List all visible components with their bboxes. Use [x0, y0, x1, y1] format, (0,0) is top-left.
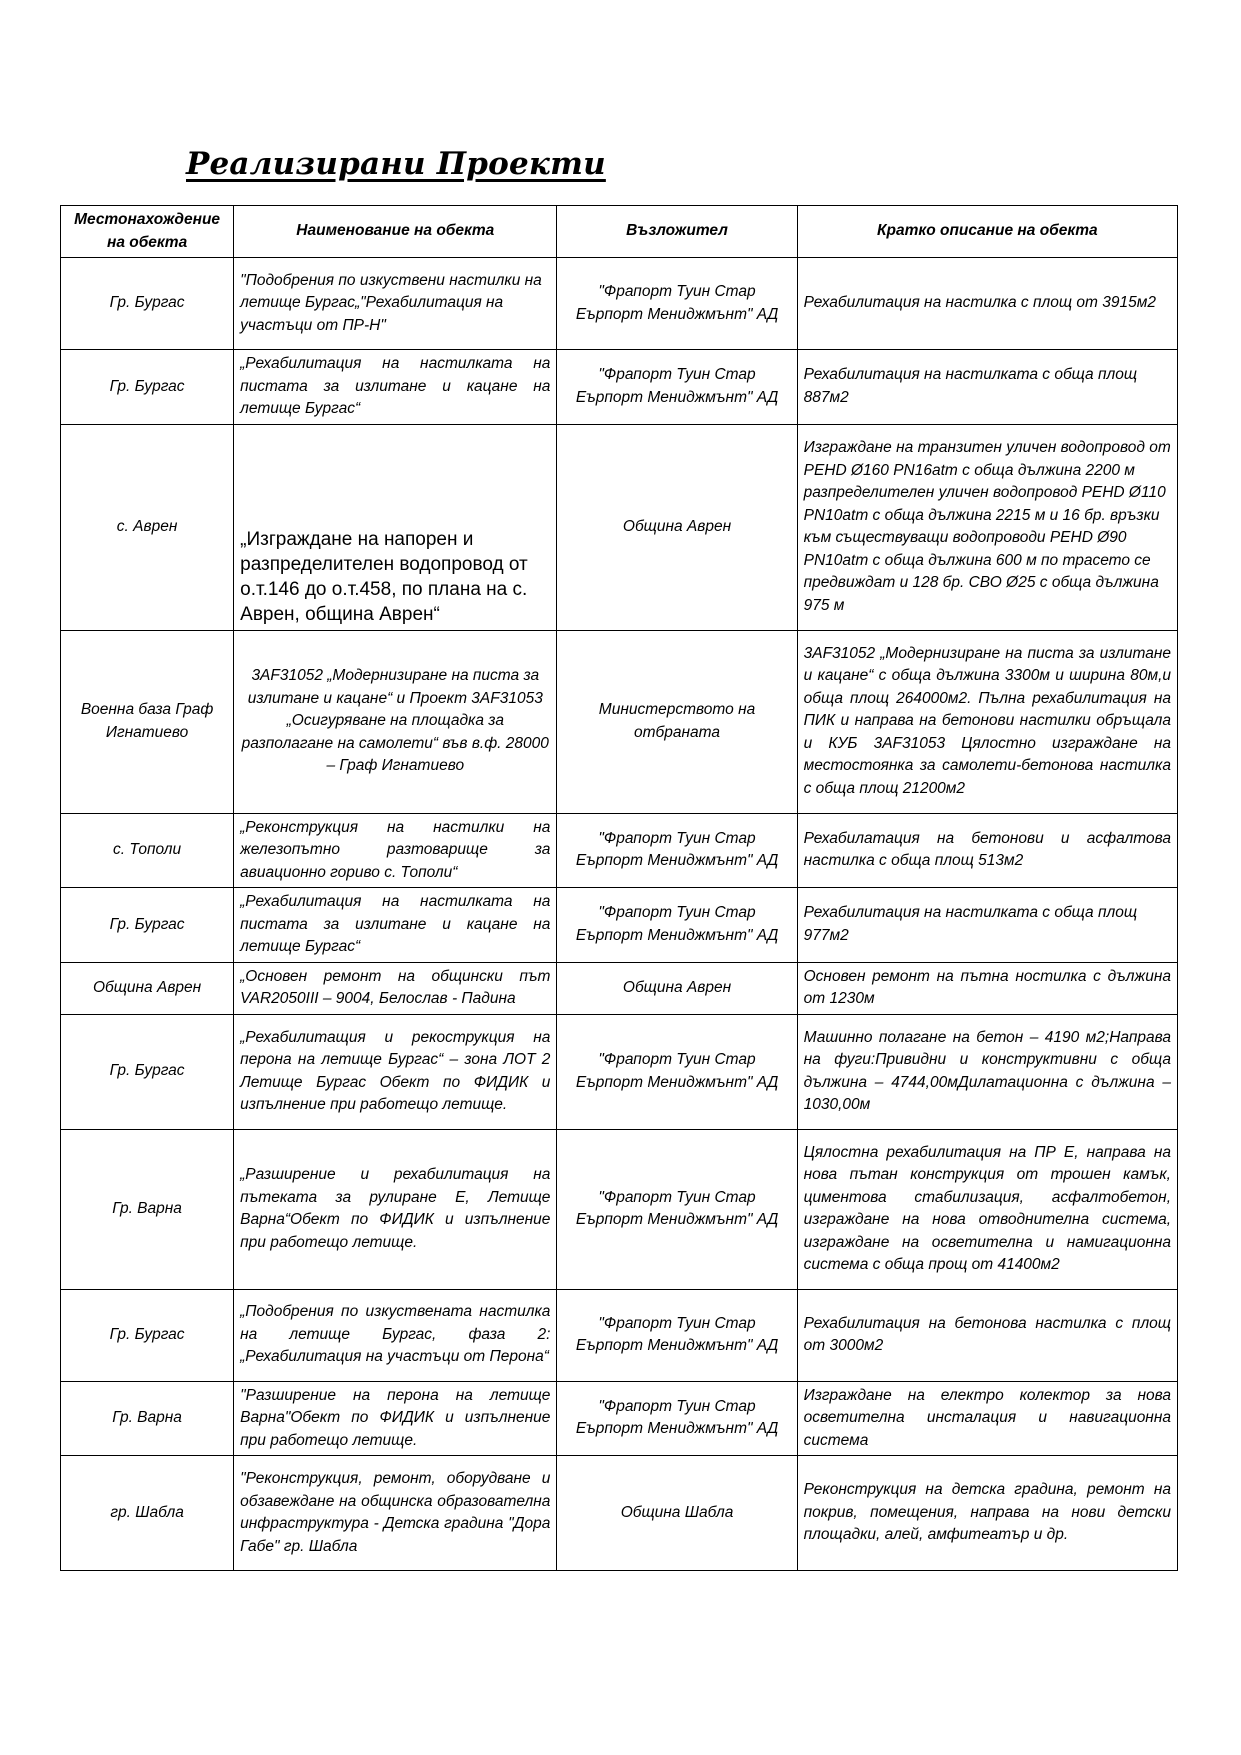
cell-location: Гр. Бургас — [61, 1289, 234, 1381]
table-header-row — [61, 206, 1178, 258]
cell-name: "Разширение на перона на летище Варна"Обект по ФИДИК и изпълнение при работещо летище. — [234, 1381, 557, 1456]
cell-name: "Реконструкция, ремонт, оборудване и обзавеждане на общинска образователна инфраструктура - Детска градина "Дора Габе" гр. Шабла — [234, 1456, 557, 1571]
cell-client: Община Шабла — [557, 1456, 797, 1571]
cell-description: 3AF31052 „Модернизиране на писта за излитане и кацане“ с обща дължина 3300м и ширина 80м,и обща площ 264000м2. Пълна рехабилитация на ПИК и направа на бетонови настилки обръщала и КУБ 3AF31053 Цялостно изграждане на местостоянка за самолети-бетонова настилка с обща площ 21200м2 — [797, 630, 1177, 813]
table-row — [61, 1381, 1178, 1456]
cell-description: Цялостна рехабилитация на ПР Е, направа на нова пътан конструкция от трошен камък, циментова стабилизация, асфалтобетон, изграждане на нова отводнителна система, изграждане на осветителна и намигационна система с обща прощ от 41400м2 — [797, 1129, 1177, 1289]
cell-description: Изграждане на транзитен уличен водопровод от PEHD Ø160 PN16atm с обща дължина 2200 м разпределителен уличен водопровод PEHD Ø110 PN10atm с обща дължина 2215 м и 16 бр. връзки към съществуващи водопроводи PEHD Ø90 PN10atm с обща дължина 600 м по трасето се предвиждат и 128 бр. СВО Ø25 с обща дължина 975 м — [797, 424, 1177, 630]
table-row — [61, 1129, 1178, 1289]
cell-description: Основен ремонт на пътна ностилка с дължина от 1230м — [797, 962, 1177, 1014]
cell-description: Рехабилитация на настилката с обща площ 887м2 — [797, 350, 1177, 425]
table-row — [61, 813, 1178, 888]
cell-description: Реконструкция на детска градина, ремонт на покрив, помещения, направа на нови детски площадки, алей, амфитеатър и др. — [797, 1456, 1177, 1571]
cell-location: с. Тополи — [61, 813, 234, 888]
header-client: Възложител — [557, 206, 797, 258]
header-name: Наименование на обекта — [234, 206, 557, 258]
cell-description: Рехабилитация на бетонова настилка с площ от 3000м2 — [797, 1289, 1177, 1381]
cell-location: Гр. Бургас — [61, 258, 234, 350]
table-row — [61, 1289, 1178, 1381]
cell-client: "Фрапорт Туин Стар Еърпорт Мениджмънт" АД — [557, 1289, 797, 1381]
cell-name: „Рехабилитация на настилката на пистата за излитане и кацане на летище Бургас“ — [234, 350, 557, 425]
cell-name: „Рехабилитащия и рекострукция на перона на летище Бургас“ – зона ЛОТ 2 Летище Бургас Обект по ФИДИК и изпълнение при работещо летище. — [234, 1014, 557, 1129]
table-row — [61, 888, 1178, 963]
cell-name: „Изграждане на напорен и разпределителен водопровод от о.т.146 до о.т.458, по плана на с. Аврен, община Аврен“ — [234, 424, 557, 630]
cell-client: Министерството на отбраната — [557, 630, 797, 813]
cell-description: Рехабилитация на настилка с площ от 3915м2 — [797, 258, 1177, 350]
cell-description: Машинно полагане на бетон – 4190 м2;Направа на фуги:Привидни и конструктивни с обща дължина – 4744,00мДилатационна с дължина – 1030,00м — [797, 1014, 1177, 1129]
cell-location: с. Аврен — [61, 424, 234, 630]
cell-location: гр. Шабла — [61, 1456, 234, 1571]
cell-client: "Фрапорт Туин Стар Еърпорт Мениджмънт" АД — [557, 1129, 797, 1289]
cell-client: Община Аврен — [557, 962, 797, 1014]
cell-location: Община Аврен — [61, 962, 234, 1014]
cell-location: Гр. Бургас — [61, 350, 234, 425]
cell-client: "Фрапорт Туин Стар Еърпорт Мениджмънт" АД — [557, 888, 797, 963]
cell-name: „Реконструкция на настилки на железопътно разтоварище за авиационно гориво с. Тополи“ — [234, 813, 557, 888]
cell-location: Гр. Варна — [61, 1129, 234, 1289]
cell-description: Рехабилатация на бетонови и асфалтова настилка с обща площ 513м2 — [797, 813, 1177, 888]
projects-table — [60, 205, 1178, 1571]
cell-client: "Фрапорт Туин Стар Еърпорт Мениджмънт" АД — [557, 258, 797, 350]
table-row — [61, 1456, 1178, 1571]
cell-client: "Фрапорт Туин Стар Еърпорт Мениджмънт" АД — [557, 1014, 797, 1129]
cell-location: Гр. Бургас — [61, 888, 234, 963]
cell-client: "Фрапорт Туин Стар Еърпорт Мениджмънт" АД — [557, 350, 797, 425]
header-location: Местонахождение на обекта — [61, 206, 234, 258]
cell-description: Изграждане на електро колектор за нова осветителна инсталация и навигационна система — [797, 1381, 1177, 1456]
cell-location: Военна база Граф Игнатиево — [61, 630, 234, 813]
cell-name: „Разширение и рехабилитация на пътеката за рулиране Е, Летище Варна“Обект по ФИДИК и изпълнение при работещо летище. — [234, 1129, 557, 1289]
cell-name: „Основен ремонт на общински път VAR2050III – 9004, Белослав - Падина — [234, 962, 557, 1014]
cell-location: Гр. Бургас — [61, 1014, 234, 1129]
table-row — [61, 258, 1178, 350]
cell-name: 3AF31052 „Модернизиране на писта за излитане и кацане“ и Проект 3AF31053 „Осигуряване на площадка за разполагане на самолети“ във в.ф. 28000 – Граф Игнатиево — [234, 630, 557, 813]
page-title: Реализирани Проекти — [186, 146, 606, 182]
cell-client: "Фрапорт Туин Стар Еърпорт Мениджмънт" АД — [557, 1381, 797, 1456]
cell-name: „Подобрения по изкуствената настилка на летище Бургас, фаза 2: „Рехабилитация на участъци от Перона“ — [234, 1289, 557, 1381]
table-row — [61, 962, 1178, 1014]
cell-name: "Подобрения по изкуствени настилки на летище Бургас„"Рехабилитация на участъци от ПР-Н" — [234, 258, 557, 350]
table-row — [61, 350, 1178, 425]
cell-client: "Фрапорт Туин Стар Еърпорт Мениджмънт" АД — [557, 813, 797, 888]
table-row — [61, 424, 1178, 630]
table-row — [61, 1014, 1178, 1129]
cell-name: „Рехабилитация на настилката на пистата за излитане и кацане на летище Бургас“ — [234, 888, 557, 963]
table-row — [61, 630, 1178, 813]
cell-location: Гр. Варна — [61, 1381, 234, 1456]
cell-client: Община Аврен — [557, 424, 797, 630]
cell-description: Рехабилитация на настилката с обща площ 977м2 — [797, 888, 1177, 963]
header-description: Кратко описание на обекта — [797, 206, 1177, 258]
